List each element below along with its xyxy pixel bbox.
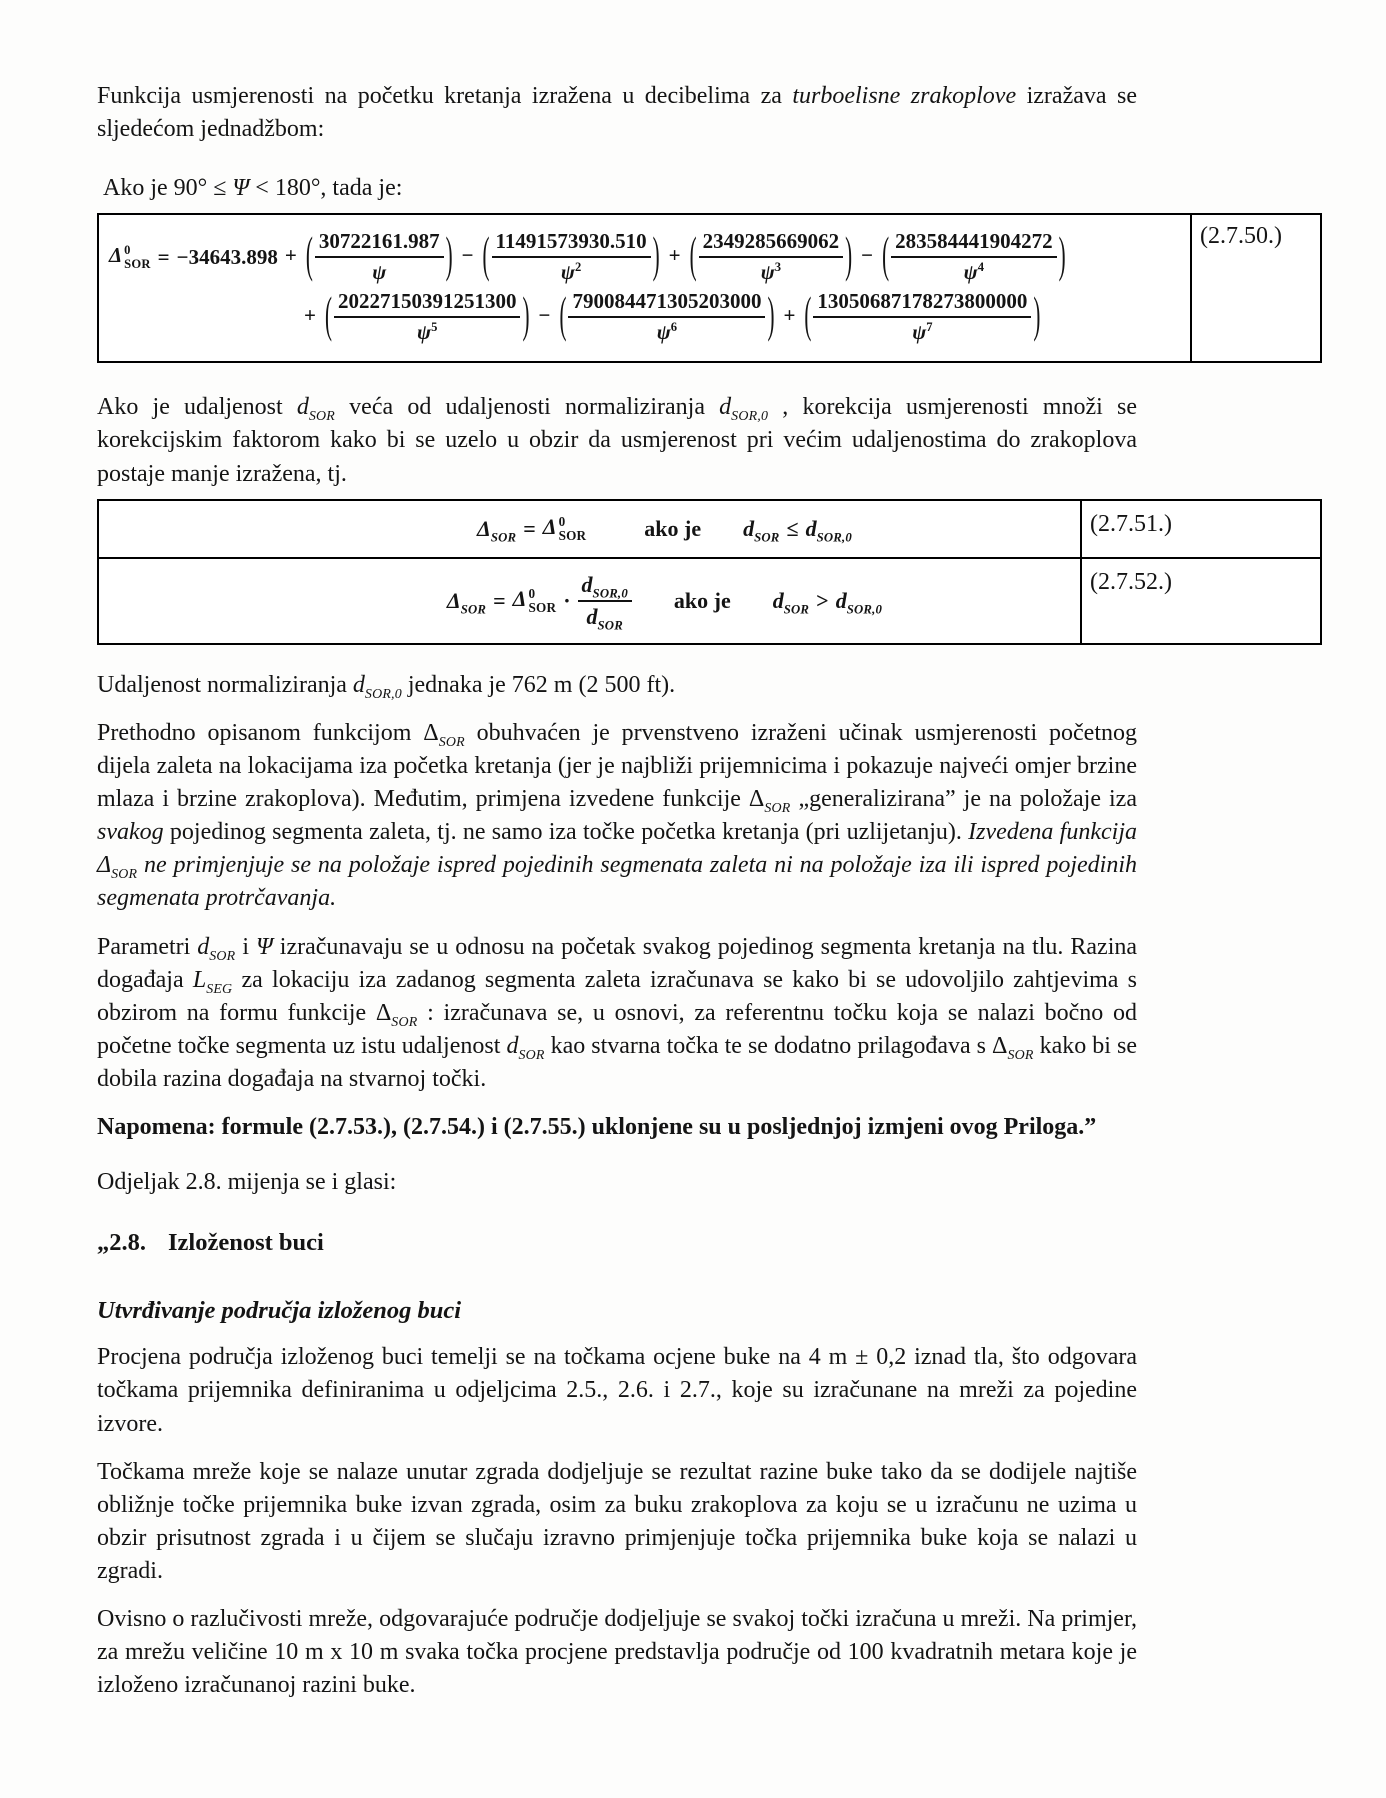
close-paren-icon: )	[845, 226, 853, 283]
subscript-sor: SOR	[438, 734, 465, 750]
close-paren-icon: )	[1033, 286, 1041, 343]
psi-symbol: ψ	[760, 260, 775, 285]
subscript-sor0: SOR,0	[592, 586, 628, 601]
psi-symbol: ψ	[656, 320, 671, 345]
text-run: Funkcija usmjerenosti na početku kretanja izražena u decibelima za	[97, 83, 793, 109]
paragraph-normalisation	[97, 669, 1137, 702]
paragraph-delta-function	[97, 717, 1137, 916]
equation-label-2-7-51: (2.7.51.)	[1080, 501, 1320, 557]
delta-sor	[446, 587, 487, 617]
text-run: Prethodno opisanom funkcijom	[97, 719, 424, 746]
sup-sub-stack	[559, 515, 587, 544]
subscript-sor: SOR	[528, 600, 557, 616]
open-paren-icon: (	[305, 226, 313, 283]
d-symbol: d	[296, 394, 309, 421]
fraction	[568, 289, 765, 345]
exponent: 3	[774, 260, 782, 275]
numerator: 20227150391251300	[334, 289, 521, 318]
delta-symbol: Δ	[477, 515, 491, 541]
subsection-heading: Utvrđivanje područja izloženog buci	[97, 1297, 462, 1325]
operator: −	[538, 303, 551, 328]
constant-term: −34643.898	[176, 244, 278, 269]
delta-symbol: Δ	[423, 719, 439, 746]
close-paren-icon: )	[445, 226, 453, 283]
text-run: kao stvarna točka te se dodatno prilagođava s	[544, 1032, 993, 1059]
paragraph-parameters	[97, 931, 1137, 1097]
text-run: izračunavaju se u odnosu na početak svakog pojedinog segmenta kretanja na tlu. Razina događaja	[97, 933, 1138, 993]
psi-symbol: ψ	[963, 260, 978, 285]
numerator: 13050687178273800000	[813, 289, 1031, 318]
psi-symbol: Ψ	[255, 933, 273, 960]
psi-symbol: ψ	[560, 260, 575, 285]
equation-2-7-52	[99, 559, 1080, 643]
delta-sor-zero	[513, 586, 557, 616]
math-delta-sor	[97, 852, 138, 883]
text-run-italic: svakog	[97, 819, 164, 846]
paragraph-odjeljak: Odjeljak 2.8. mijenja se i glasi:	[97, 1169, 397, 1196]
equation-row-2-7-52	[99, 557, 1320, 643]
superscript-zero: 0	[558, 513, 566, 529]
exponent: 6	[670, 320, 678, 335]
subscript-sor: SOR	[308, 409, 335, 425]
denominator	[492, 258, 651, 285]
exponent: 4	[977, 260, 984, 275]
equation-term-3	[662, 226, 854, 285]
subscript-sor: SOR	[490, 530, 517, 545]
subscript-seg: SEG	[206, 981, 233, 997]
close-paren-icon: )	[522, 286, 530, 343]
fraction	[699, 229, 844, 285]
subscript-sor: SOR	[124, 257, 151, 272]
math-d-sor0	[805, 515, 852, 545]
text-run-italic: turboelisne zrakoplove	[792, 83, 1017, 109]
math-d-sor0	[835, 587, 883, 617]
text-run: veća od udaljenosti normaliziranja	[334, 394, 720, 421]
psi-symbol: ψ	[372, 260, 387, 285]
operator: +	[783, 303, 796, 328]
less-equal-sign: ≤	[786, 515, 799, 541]
paragraph-intro	[97, 80, 1137, 146]
math-d-sor0	[352, 671, 402, 702]
equation-2-7-51	[99, 501, 1080, 557]
math-d-sor	[296, 394, 335, 425]
delta-symbol: Δ	[542, 513, 557, 539]
text-run-italic: Izvedena funkcija	[968, 819, 1137, 846]
delta-symbol: Δ	[748, 786, 765, 813]
equation-row-2-7-51	[99, 501, 1320, 557]
superscript-zero: 0	[528, 585, 536, 601]
l-symbol: L	[192, 966, 207, 993]
delta-symbol: Δ	[375, 999, 392, 1026]
equation-label-2-7-52: (2.7.52.)	[1080, 559, 1320, 643]
paragraph-dsor	[97, 391, 1137, 490]
section-number: „2.8.	[97, 1229, 146, 1257]
subscript-sor: SOR	[1007, 1047, 1034, 1063]
text-run: izražava se sljedećom jednadžbom:	[97, 83, 1137, 143]
text-run: i	[235, 933, 256, 960]
math-d-sor	[197, 933, 236, 964]
open-paren-icon: (	[482, 226, 490, 283]
denominator	[699, 258, 844, 285]
numerator: 790084471305203000	[568, 289, 765, 318]
d-symbol: d	[772, 587, 784, 613]
denominator	[568, 318, 765, 345]
delta-sor	[477, 515, 517, 545]
exponent: 7	[926, 320, 933, 335]
numerator: 11491573930.510	[492, 229, 651, 258]
d-symbol: d	[719, 394, 732, 421]
fraction-dsor	[578, 571, 632, 633]
equals-sign: =	[157, 244, 170, 269]
d-symbol: d	[197, 933, 210, 960]
ako-je-label: ako je	[644, 515, 702, 541]
text-run-italic: ne primjenjuje se na položaje ispred pojedinih segmenata zaleta ni na položaje iza ili ispred pojedinih segmenata protrčavanja.	[97, 852, 1137, 912]
subscript-sor0: SOR,0	[731, 409, 769, 425]
denominator	[334, 318, 521, 345]
numerator: 2349285669062	[699, 229, 844, 258]
paragraph-note: Napomena: formule (2.7.53.), (2.7.54.) i (2.7.55.) uklonjene su u posljednjoj izmjeni ovog Priloga.”	[97, 1114, 1097, 1141]
delta-symbol: Δ	[992, 1032, 1008, 1059]
subscript-sor: SOR	[764, 800, 791, 816]
sup-sub-stack	[528, 587, 556, 616]
equation-term-2	[455, 226, 662, 285]
fraction	[891, 229, 1057, 285]
fraction	[334, 289, 521, 345]
subscript-sor0: SOR,0	[846, 602, 883, 617]
equation-term-7	[776, 286, 1042, 345]
equation-term-5	[297, 286, 531, 345]
open-paren-icon: (	[689, 226, 697, 283]
equation-box-2-7-50	[97, 213, 1322, 363]
multiply-dot: ·	[563, 587, 571, 613]
greater-than-sign: >	[816, 587, 829, 613]
close-paren-icon: )	[767, 286, 775, 343]
math-d-sor	[772, 587, 810, 617]
paragraph-condition	[97, 172, 1143, 205]
equation-line-1	[109, 226, 1186, 285]
math-delta-sor	[992, 1032, 1034, 1063]
paragraph-procjena: Procjena područja izloženog buci temelji se na točkama ocjene buke na 4 m ± 0,2 iznad tla, što odgovara točkama prijemnika definiranima u odjeljcima 2.5., 2.6. i 2.7., koje su izračunane na mreži za pojedine izvore.	[97, 1344, 1137, 1437]
fraction	[315, 229, 444, 285]
text-run: „generalizirana” je na položaje iza	[790, 786, 1137, 813]
delta-symbol: Δ	[109, 242, 123, 267]
numerator: 283584441904272	[891, 229, 1057, 258]
paragraph-tockama-mreze: Točkama mreže koje se nalaze unutar zgrada dodjeljuje se rezultat razine buke tako da se dodijele najtiše obližnje točke prijemnika buke izvan zgrada, osim za buku zrakoplova za koju se u izračunu ne uzima u obzir prisutnost zgrada i u čijem se slučaju izravno primjenjuje točka prijemnika buke koja se nalazi u zgradi.	[97, 1458, 1137, 1584]
text-run: za lokaciju iza zadanog segmenta zaleta izračunava se kako bi se udovoljilo zahtjevima s obzirom na formu funkcije	[97, 966, 1137, 1026]
numerator	[578, 572, 632, 602]
subscript-sor: SOR	[518, 1047, 545, 1063]
section-title: Izloženost buci	[168, 1229, 324, 1257]
subscript-sor: SOR	[111, 867, 138, 883]
numerator: 30722161.987	[315, 229, 444, 258]
denominator	[315, 258, 444, 285]
fraction	[813, 289, 1031, 345]
subscript-sor: SOR	[209, 948, 236, 964]
fraction	[492, 229, 651, 285]
exponent: 5	[431, 320, 438, 335]
text-run: < 180°, tada je:	[249, 175, 403, 202]
delta-sor-lhs	[109, 243, 151, 272]
psi-symbol: ψ	[912, 320, 927, 345]
text-run: obuhvaćen je prvenstveno izraženi učinak usmjerenosti početnog dijela zaleta na lokacijama iza početka kretanja (jer je najbliži prijemnicima i pokazuje najveći omjer brzine mlaza i brzine zrakoplova). Međutim, primjena izvedene funkcije	[97, 719, 1137, 813]
math-d-sor	[506, 1032, 545, 1063]
psi-symbol: Ψ	[232, 175, 250, 202]
ako-je-label: ako je	[673, 587, 731, 613]
text-run: , korekcija usmjerenosti množi se korekcijskim faktorom kako bi se uzelo u obzir da usmjerenost pri većim udaljenostima do zrakoplova postaje manje izražena, tj.	[97, 394, 1137, 487]
subscript-sor0: SOR,0	[364, 686, 402, 702]
operator: +	[668, 243, 681, 268]
text-run: Parametri	[97, 933, 198, 960]
math-d-sor0	[719, 394, 769, 425]
d-symbol: d	[506, 1032, 519, 1059]
exponent: 2	[574, 260, 582, 275]
text-run: Ako je 90° ≤	[103, 175, 233, 202]
subscript-sor: SOR	[754, 530, 780, 545]
subscript-sor: SOR	[558, 528, 587, 544]
equation-line-2	[297, 286, 1186, 345]
d-symbol: d	[805, 515, 817, 541]
open-paren-icon: (	[559, 286, 567, 343]
sup-sub-stack	[124, 244, 151, 272]
equation-term-6	[531, 286, 776, 345]
equals-sign: =	[493, 587, 506, 613]
open-paren-icon: (	[882, 226, 890, 283]
section-heading-2-8	[97, 1229, 1137, 1257]
delta-symbol: Δ	[446, 587, 461, 613]
delta-symbol: Δ	[97, 852, 112, 879]
equation-2-7-50	[99, 215, 1190, 361]
text-run: jednaka je 762 m (2 500 ft).	[401, 671, 676, 698]
delta-sor-zero	[543, 514, 587, 544]
text-run: kako bi se dobila razina događaja na stvarnoj točki.	[97, 1032, 1138, 1092]
math-delta-sor	[748, 786, 791, 816]
math-delta-sor	[375, 999, 418, 1030]
text-run: : izračunava se, u osnovi, za referentnu točku koja se nalazi bočno od početne točke segmenta uz istu udaljenost	[97, 999, 1137, 1059]
subscript-sor0: SOR,0	[816, 530, 852, 545]
text-run: Ako je udaljenost	[97, 394, 297, 421]
text-run: pojedinog segmenta zaleta, tj. ne samo iza točke početka kretanja (pri uzlijetanju).	[163, 819, 969, 846]
open-paren-icon: (	[804, 286, 812, 343]
subscript-sor: SOR	[783, 602, 810, 617]
operator: −	[861, 243, 874, 268]
equation-label-2-7-50: (2.7.50.)	[1190, 215, 1320, 361]
math-delta-sor	[423, 719, 465, 750]
paragraph-razlucivost: Ovisno o razlučivosti mreže, odgovarajuće područje dodjeljuje se svakoj točki izračuna u mreži. Na primjer, za mrežu veličine 10 m x 10 m svaka točka procjene predstavlja područje od 100 kvadratnih metara koje je izloženo izračunanoj razini buke.	[97, 1606, 1137, 1699]
equation-table	[97, 499, 1322, 645]
operator: +	[304, 303, 316, 328]
d-symbol: d	[743, 515, 755, 541]
operator: +	[284, 243, 297, 268]
operator: −	[461, 243, 474, 268]
math-d-sor	[743, 515, 780, 545]
psi-symbol: ψ	[417, 320, 432, 345]
superscript-zero: 0	[124, 243, 131, 258]
d-symbol: d	[352, 671, 365, 698]
subscript-sor: SOR	[391, 1014, 418, 1030]
equation-term-4	[854, 226, 1067, 285]
text-run: Udaljenost normaliziranja	[97, 671, 353, 698]
subscript-sor: SOR	[597, 618, 623, 633]
denominator	[813, 318, 1031, 345]
d-symbol: d	[581, 571, 593, 597]
equation-term-1	[278, 226, 455, 285]
close-paren-icon: )	[652, 226, 660, 283]
close-paren-icon: )	[1058, 226, 1066, 283]
d-symbol: d	[586, 603, 598, 629]
denominator	[578, 602, 632, 633]
d-symbol: d	[835, 587, 847, 613]
equals-sign: =	[523, 515, 536, 541]
denominator	[891, 258, 1057, 285]
subscript-sor: SOR	[460, 602, 487, 617]
math-l-seg	[192, 966, 233, 997]
open-paren-icon: (	[324, 286, 332, 343]
delta-symbol: Δ	[512, 585, 527, 611]
